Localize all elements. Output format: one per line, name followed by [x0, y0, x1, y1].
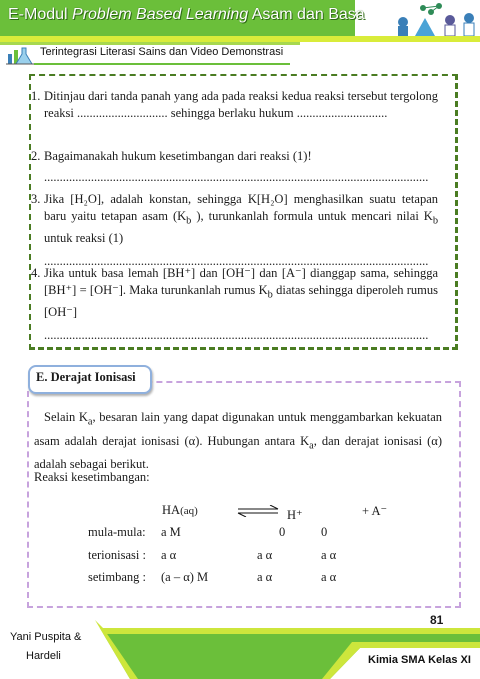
- question-text: Jika [H₂O], adalah konstan, sehingga K[H₂O] menghasilkan suatu tetapan baru yaitu tetapan asam ($K_b$ ), turunkanlah formula untuk mencari nilai $K_b$ untuk reaksi (1): [44, 192, 439, 245]
- row-cell: 0: [279, 525, 286, 539]
- subtitle-underline: [34, 63, 290, 65]
- row-cell: (a – α) M: [161, 570, 209, 584]
- scientists-illustration-icon: [355, 0, 480, 36]
- row-cell: a α: [321, 570, 337, 584]
- question-number: 2.: [31, 149, 41, 163]
- question-4: [31, 265, 439, 344]
- row-cell: a α: [161, 548, 177, 562]
- section-heading: E. Derajat Ionisasi: [36, 370, 136, 384]
- equation-product-2: + A⁻: [362, 504, 388, 518]
- header-illustration-area: [355, 0, 480, 36]
- course-label: Kimia SMA Kelas XI: [368, 654, 471, 666]
- question-2: [31, 148, 438, 186]
- question-text: Bagaimanakah hukum kesetimbangan dari reaksi (1)!: [44, 149, 312, 163]
- question-number: 1.: [31, 89, 41, 103]
- question-1: [31, 88, 438, 122]
- answer-line[interactable]: ...........................................................................................................................: [44, 253, 429, 268]
- question-number: 4.: [31, 266, 41, 280]
- row-label: setimbang :: [88, 570, 146, 584]
- question-number: 3.: [31, 192, 41, 206]
- answer-line[interactable]: ...........................................................................................................................: [44, 170, 429, 184]
- row-cell: a α: [321, 548, 337, 562]
- question-text: Jika untuk basa lemah [BH⁺] dan [OH⁻] dan [A⁻] dianggap sama, sehingga [BH⁺] = [OH⁻]. Maka turunkanlah rumus $K_b$ diatas sehingga diperoleh rumus [OH⁻]: [44, 266, 439, 319]
- author-line-2: Hardeli: [26, 650, 61, 662]
- row-cell: a α: [257, 548, 273, 562]
- question-3: [31, 191, 439, 270]
- header-accent-bar-2: [0, 42, 300, 45]
- answer-line[interactable]: ...........................................................................................................................: [44, 327, 429, 342]
- module-subtitle: Terintegrasi Literasi Sains dan Video Demonstrasi: [40, 46, 284, 58]
- row-label: terionisasi :: [88, 548, 146, 562]
- reaction-label: Reaksi kesetimbangan:: [34, 470, 150, 484]
- question-text: Ditinjau dari tanda panah yang ada pada reaksi kedua reaksi tersebut tergolong reaksi ............................. sehingga berlaku hukum .............................: [44, 89, 438, 120]
- row-label: mula-mula:: [88, 525, 146, 539]
- equation-reactant: HA(aq): [162, 503, 198, 517]
- ionization-paragraph: Selain $K_a$, besaran lain yang dapat digunakan untuk menggambarkan kekuatan asam adalah derajat ionisasi (α). Hubungan antara $K_a$, dan derajat ionisasi (α) adalah sebagai berikut.: [34, 410, 442, 471]
- row-cell: 0: [321, 525, 328, 539]
- author-line-1: Yani Puspita &: [10, 631, 82, 643]
- module-title: E-Modul Problem Based Learning Asam dan Basa: [8, 6, 365, 23]
- author-names: [10, 631, 81, 662]
- equation-product-1: H⁺: [287, 508, 303, 522]
- page-number: 81: [430, 613, 444, 627]
- row-cell: a M: [161, 525, 181, 539]
- row-cell: a α: [257, 570, 273, 584]
- equilibrium-arrow-icon: [236, 505, 280, 517]
